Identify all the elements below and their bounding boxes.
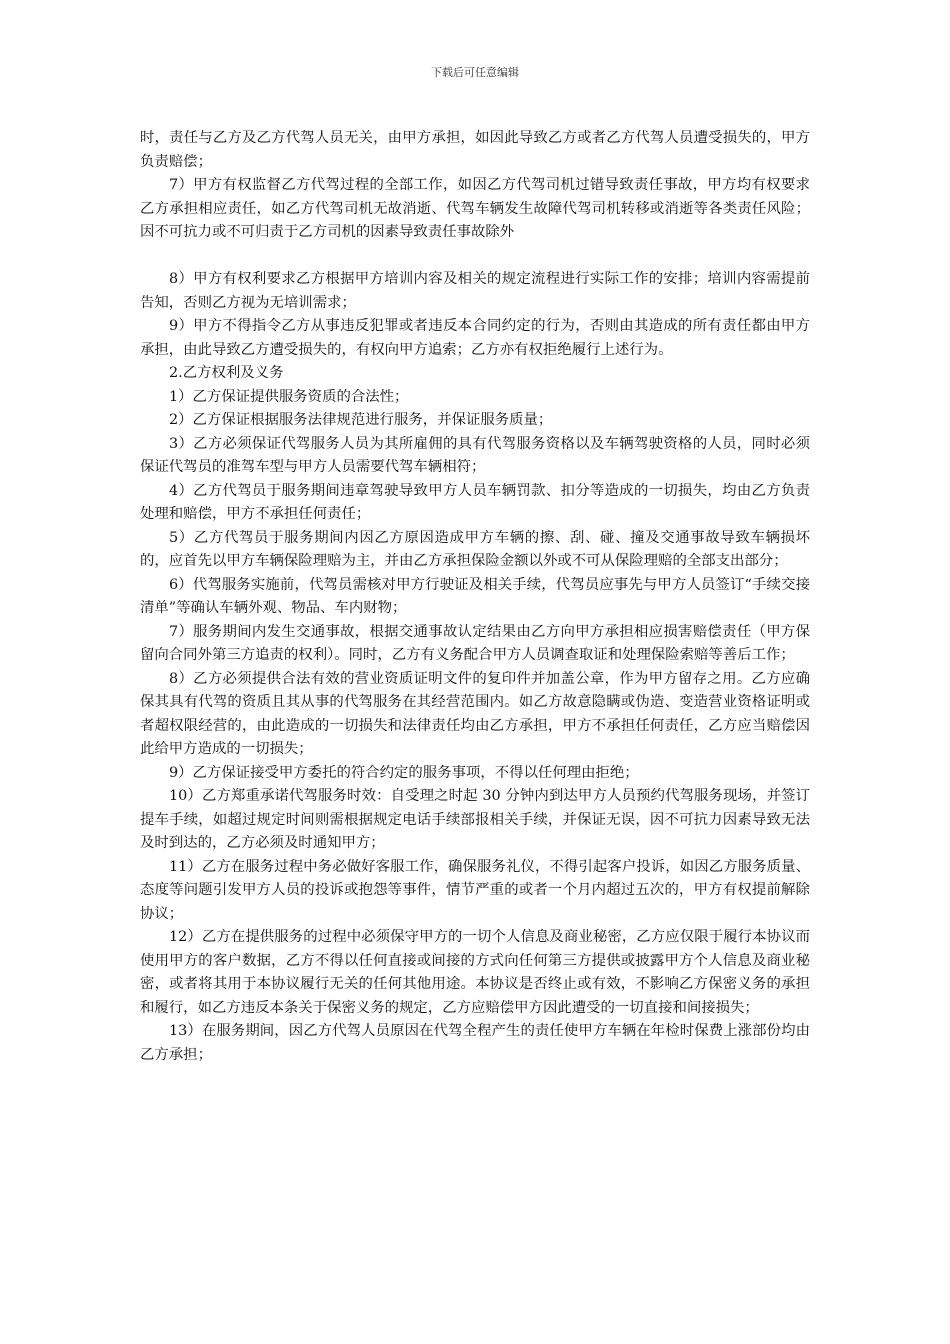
paragraph-6: 2）乙方保证根据服务法律规范进行服务，并保证服务质量； <box>169 412 553 428</box>
paragraph-17: 13）在服务期间，因乙方代驾人员原因在代驾全程产生的责任使甲方车辆在年检时保费上涨部份均由乙方承担； <box>140 1023 810 1063</box>
paragraph-15: 11）乙方在服务过程中务必做好客服工作，确保服务礼仪，不得引起客户投诉，如因乙方服务质量、态度等问题引发甲方人员的投诉或抱怨等事件，情节严重的或者一个月内超过五次的，甲方有权提前解除协议； <box>140 858 810 922</box>
paragraph-16: 12）乙方在提供服务的过程中必须保守甲方的一切个人信息及商业秘密，乙方应仅限于履行本协议而使用甲方的客户数据，乙方不得以任何直接或间接的方式向任何第三方提供或披露甲方个人信息及商业秘密，或者将其用于本协议履行无关的任何其他用途。本协议是否终止或有效，不影响乙方保密义务的承担和履行，如乙方违反本条关于保密义务的规定，乙方应赔偿甲方因此遭受的一切直接和间接损失； <box>140 929 810 1016</box>
paragraph-14: 10）乙方郑重承诺代驾服务时效：自受理之时起 30 分钟内到达甲方人员预约代驾服务现场，并签订提车手续，如超过规定时间则需根据规定电话手续部报相关手续，并保证无误，因不可抗力因素导致无法及时到达的，乙方必须及时通知甲方； <box>140 788 810 851</box>
paragraph-8: 4）乙方代驾员于服务期间违章驾驶导致甲方人员车辆罚款、扣分等造成的一切损失，均由乙方负责处理和赔偿，甲方不承担任何责任； <box>140 482 810 522</box>
paragraph-10: 6）代驾服务实施前，代驾员需核对甲方行驶证及相关手续，代驾员应事先与甲方人员签订“手续交接清单”等确认车辆外观、物品、车内财物； <box>140 576 810 616</box>
paragraph-9: 5）乙方代驾员于服务期间内因乙方原因造成甲方车辆的擦、刮、碰、撞及交通事故导致车辆损坏的，应首先以甲方车辆保险理赔为主，并由乙方承担保险金额以外或不可从保险理赔的全部支出部分； <box>140 529 810 569</box>
paragraph-5: 1）乙方保证提供服务资质的合法性； <box>169 388 409 405</box>
paragraph-12: 8）乙方必须提供合法有效的营业资质证明文件的复印件并加盖公章，作为甲方留存之用。乙方应确保其具有代驾的资质且其从事的代驾服务在其经营范围内。如乙方故意隐瞒或伪造、变造营业资格证明或者超权限经营的，由此造成的一切损失和法律责任均由乙方承担，甲方不承担任何责任，乙方应当赔偿因此给甲方造成的一切损失； <box>140 670 810 757</box>
paragraph-0: 时，责任与乙方及乙方代驾人员无关，由甲方承担，如因此导致乙方或者乙方代驾人员遭受损失的，甲方负责赔偿； <box>140 130 810 170</box>
page-header: 下载后可任意编辑 <box>431 66 519 79</box>
paragraph-13: 9）乙方保证接受甲方委托的符合约定的服务事项，不得以任何理由拒绝； <box>169 764 639 781</box>
paragraph-3: 9）甲方不得指令乙方从事违反犯罪或者违反本合同约定的行为，否则由其造成的所有责任都由甲方承担，由此导致乙方遭受损失的，有权向甲方追索；乙方亦有权拒绝履行上述行为。 <box>140 318 810 358</box>
paragraph-1: 7）甲方有权监督乙方代驾过程的全部工作，如因乙方代驾司机过错导致责任事故，甲方均有权要求乙方承担相应责任，如乙方代驾司机无故消逝、代驾车辆发生故障代驾司机转移或消逝等各类责任风险；因不可抗力或不可归责于乙方司机的因素导致责任事故除外 <box>140 177 810 240</box>
section-heading: 2.乙方权利及义务 <box>169 365 284 381</box>
paragraph-7: 3）乙方必须保证代驾服务人员为其所雇佣的具有代驾服务资格以及车辆驾驶资格的人员，同时必须保证代驾员的准驾车型与甲方人员需要代驾车辆相符； <box>140 435 810 475</box>
document-body <box>140 127 810 1067</box>
paragraph-11: 7）服务期间内发生交通事故，根据交通事故认定结果由乙方向甲方承担相应损害赔偿责任（甲方保留向合同外第三方追责的权利）。同时，乙方有义务配合甲方人员调查取证和处理保险索赔等善后工作； <box>140 623 810 663</box>
paragraph-2: 8）甲方有权利要求乙方根据甲方培训内容及相关的规定流程进行实际工作的安排；培训内容需提前告知，否则乙方视为无培训需求； <box>140 271 810 311</box>
